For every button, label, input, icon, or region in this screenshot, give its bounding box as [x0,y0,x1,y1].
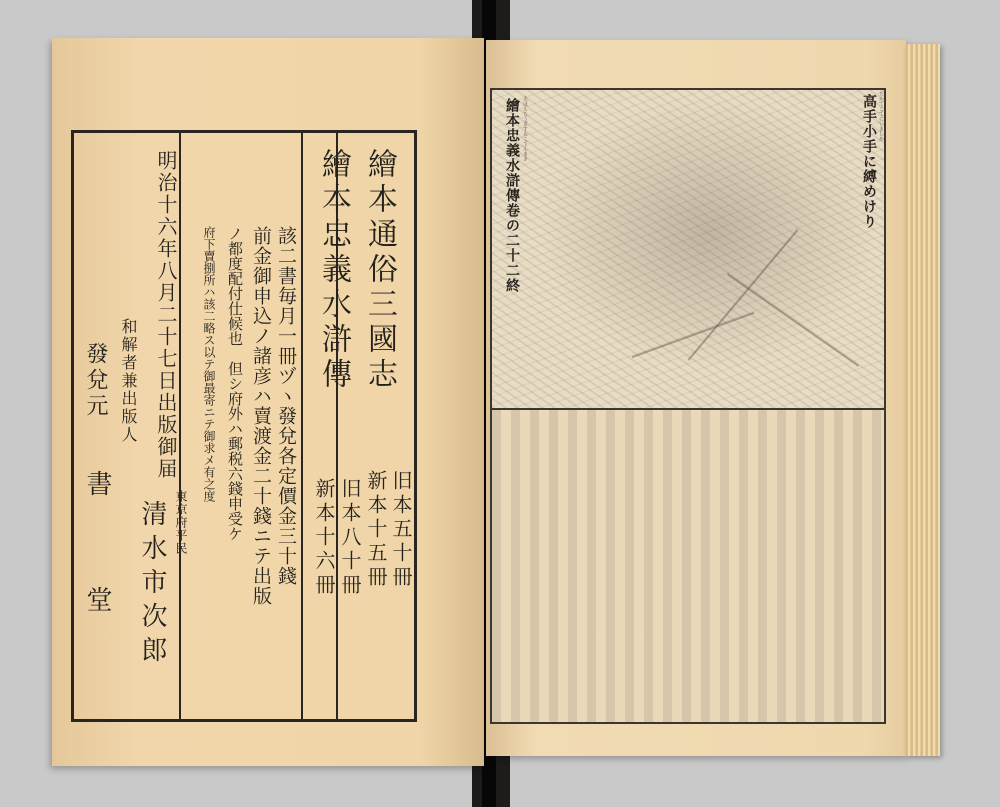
right-page-frame [490,88,886,724]
notice-line-3: ノ都度配付仕候也 但シ府外ハ郵税六錢申受ケ [226,226,244,541]
volume-end-caption: 繪本忠義水滸傳卷の二十二終 [504,98,520,293]
distributor-shop-name: 書堂 [82,470,112,702]
volume-end-caption-ruby: ゑほんちうぎすゐこでんまき [522,96,528,161]
series-info-2: 新本十五冊 [364,470,388,590]
spear-stroke [688,229,799,361]
colophon-divider [179,133,181,719]
distributor-label: 發兌元 [83,342,108,420]
notice-line-2: 前金御申込ノ諸彦ハ賣渡金二十錢ニテ出版 [250,226,272,606]
illustration-caption-ruby: たかてこてにいましめ [878,91,884,141]
page-edges [906,44,940,756]
title-suikoden: 繪本忠義水滸傳 [316,148,351,393]
title-sangokushi: 繪本通俗三國志 [362,148,397,393]
series-info-4: 新本十六冊 [312,478,336,598]
illustration-caption: 高手小手に縛めけり [861,94,877,229]
publisher-address: 東京府平民 [174,490,188,555]
colophon-divider [301,133,303,719]
series-info-3: 旧本八十冊 [338,478,362,598]
series-info-1: 旧本五十冊 [389,470,413,590]
publisher-role: 和解者兼出版人 [119,318,138,444]
notice-line-1: 該二書毎月一冊ヅヽ發兌各定價金三十錢 [275,226,297,586]
publication-date: 明治十六年八月二十七日出版御届 [154,150,178,480]
battle-illustration [492,90,884,410]
spear-stroke [727,273,859,366]
publisher-name: 清水市次郎 [137,500,167,670]
notice-line-4: 府下賣捌所ハ該二略ス以テ御最寄ニテ御求メ有之度 [202,226,216,502]
bleed-through-text-block [492,410,884,722]
